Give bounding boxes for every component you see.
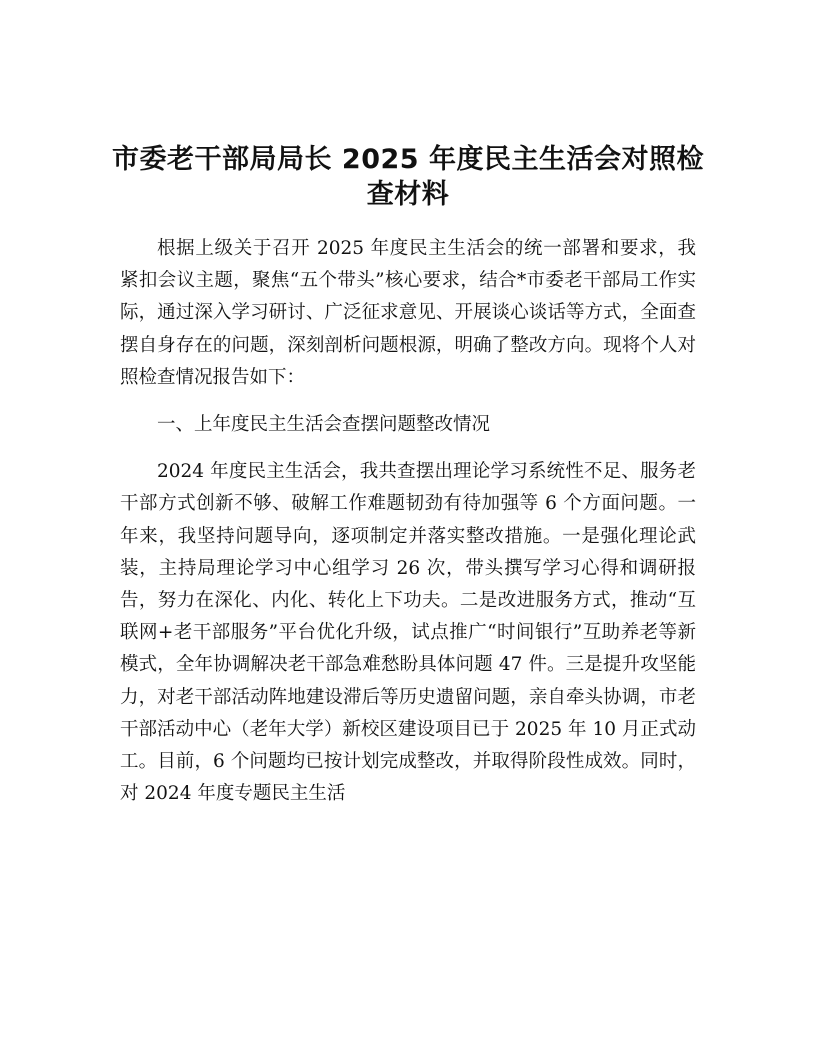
section-1-paragraph: 2024 年度民主生活会，我共查摆出理论学习系统性不足、服务老干部方式创新不够、破解工作难题韧劲有待加强等 6 个方面问题。一年来，我坚持问题导向，逐项制定并落实整改措施。一是强化理论武装，主持局理论学习中心组学习 26 次，带头撰写学习心得和调研报告，努力在深化、内化、转化上下功夫。二是改进服务方式，推动“互联网+老干部服务”平台优化升级，试点推广“时间银行”互助养老等新模式，全年协调解决老干部急难愁盼具体问题 47 件。三是提升攻坚能力，对老干部活动阵地建设滞后等历史遗留问题，亲自牵头协调，市老干部活动中心（老年大学）新校区建设项目已于 2025 年 10 月正式动工。目前，6 个问题均已按计划完成整改，并取得阶段性成效。同时，对 2024 年度专题民主生活 bbox=[120, 461, 696, 805]
intro-paragraph: 根据上级关于召开 2025 年度民主生活会的统一部署和要求，我紧扣会议主题，聚焦“五个带头”核心要求，结合*市委老干部局工作实际，通过深入学习研讨、广泛征求意见、开展谈心谈话等方式，全面查摆自身存在的问题，深刻剖析问题根源，明确了整改方向。现将个人对照检查情况报告如下： bbox=[120, 238, 696, 388]
document-body bbox=[120, 233, 696, 825]
document-title: 市委老干部局局长 2025 年度民主生活会对照检查材料 bbox=[112, 144, 704, 210]
section-heading-1: 一、上年度民主生活会查摆问题整改情况 bbox=[157, 414, 491, 436]
